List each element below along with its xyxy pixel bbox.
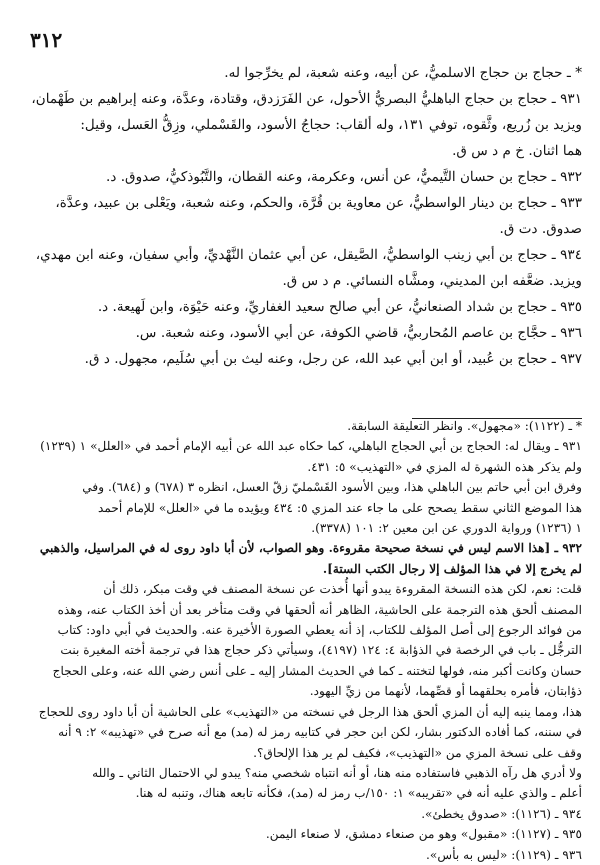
- footnote-line: هذا الموضع الثاني سقط يصحح على ما جاء عند المزي ٥: ٤٣٤ ويؤيده ما في «العلل» للإمام أحمد: [97, 500, 582, 515]
- footnote-line: وفرق ابن أبي حاتم بين الباهلي هذا، وبين الأسود القَسْمليّ زقّ العسل، انظره ٣ (٦٧٨) و (٦٨٤). وفي: [82, 480, 582, 495]
- entry-line: ويزيد. ضعَّفه ابن المديني، ومشَّاه النسائي. م د س ق.: [282, 273, 582, 289]
- entry-line: ٩٣٤ ـ حجاج بن أبي زينب الواسطيُّ، الصَّيقل، عن أبي عثمان النَّهْديِّ، وأبي سفيان، وعنه ابن مهدي،: [35, 247, 582, 263]
- entry-line: ٩٣٣ ـ حجاج بن دينار الواسطيُّ، عن معاوية بن قُرَّة، والحكم، وعنه شعبة، ويَعْلى بن عبيد، وعدَّة،: [55, 195, 582, 211]
- entry-line: ٩٣٥ ـ حجاج بن شداد الصنعانيُّ، عن أبي صالح سعيد الغفاريِّ، وعنه حَيْوَة، وابن لَهيعة. د.: [97, 299, 582, 315]
- entry-line: ٩٣٧ ـ حجاج بن عُبيد، أو ابن أبي عبد الله، عن رجل، وعنه ليث بن أبي سُلَيم، مجهول. د ق.: [84, 351, 582, 367]
- entry-line: ويزيد بن زُريع، وثَّقوه، توفي ١٣١، وله ألقاب: حجاجُ الأسود، والقَسْملي، وزِقُّ العَسل، وقيل:: [80, 117, 582, 133]
- footnote-line: ٩٣٥ ـ (١١٢٧): «مقبول» وهو من صنعاء دمشق، لا صنعاء اليمن.: [265, 827, 582, 842]
- footnote-line: ولم يذكر هذه الشهرة له المزي في «التهذيب» ٥: ٤٣١.: [307, 459, 582, 474]
- entry-line: * ـ حجاج بن حجاج الاسلميُّ، عن أبيه، وعنه شعبة، لم يخرِّجوا له.: [224, 65, 582, 81]
- footnote-line: ذؤابتان، فأمره بحلقهما أو قصِّهما، لأنهما من زيِّ اليهود.: [309, 684, 582, 699]
- footnote-line: هذا، ومما ينبه إليه أن المزي ألحق هذا الرجل في نسخته من «التهذيب» على الحاشية أن أبا داود روى للحجاج: [38, 704, 582, 719]
- footnote-line: ١ (١٢٣٦) ورواية الدوري عن ابن معين ٢: ١٠١ (٣٣٧٨).: [311, 521, 582, 536]
- footnote-line: ٩٣١ ـ ويقال له: الحجاج بن أبي الحجاج الباهلي، كما حكاه عبد الله عن أبيه الإمام أحمد في «العلل» ١ (١٢٣٩): [40, 439, 582, 454]
- footnote-line: ٩٣٦ ـ (١١٢٩): «ليس به بأس».: [425, 847, 582, 862]
- footnote-line: قلت: نعم، لكن هذه النسخة المقروءة يبدو أنها أُخذت عن نسخة المصنف في وقت مبكر، ذلك أن: [103, 582, 582, 597]
- entry-line: هما اثنان. خ م د س ق.: [452, 143, 582, 159]
- footnote-line: من فوائد الرجوع إلى أصل المؤلف للكتاب، إذ أنه يعطي الصورة الأخيرة عنه. والحديث في أبي داود: كتاب: [57, 623, 582, 638]
- entry-line: صدوق. دت ق.: [499, 221, 582, 237]
- footnote-line: الترجُّل ـ باب في الرخصة في الذؤابة ٤: ١٢٤ (٤١٩٧)، وسيأتي ذكر حجاج هذا في ترجمة أخته المغيرة بنت: [60, 643, 582, 658]
- footnote-line: حسان وكانت أكبر منه، فولها لتختنه ـ كما في الحديث المشار إليه ـ على أنس رضي الله عنه، وعلى الحجاج: [52, 663, 582, 678]
- main-text: [22, 60, 582, 372]
- footnote-line: ٩٣٤ ـ (١١٢٦): «صدوق يخطئ».: [421, 806, 582, 821]
- footnote-line: المصنف ألحق هذه الترجمة على الحاشية، الظاهر أنه ألحقها في وقت متأخر بعد أن أخذ الكتاب عنه، وهذه: [57, 602, 582, 617]
- footnote-line: وقف على نسخة المزي من «التهذيب»، فكيف لم ير هذا الإلحاق؟.: [253, 745, 582, 760]
- footnote-line: ولا أدري هل رآه الذهبي فاستفاده منه هنا، أو أنه انتباه شخصي منه؟ يبدو لي الاحتمال الثاني ـ والله: [92, 765, 582, 780]
- entry-line: ٩٣٦ ـ حجَّاج بن عاصم المُحاربيُّ، قاضي الكوفة، عن أبي الأسود، وعنه شعبة. س.: [135, 325, 582, 341]
- entry-line: ٩٣١ ـ حجاج بن حجاج الباهليُّ البصريُّ الأحول، عن الفَرَزدق، وقتادة، وعدَّة، وعنه إبراهيم بن طَهْمان،: [31, 91, 582, 107]
- footnotes: [22, 416, 582, 865]
- page-number: ٣١٢: [30, 28, 63, 52]
- footnote-line: في سننه، كما أفاده الدكتور بشار، لكن ابن حجر في كتابيه رمز له (مد) مع أنه صرح في «تهذيبه» ٢: ٩ أنه: [58, 725, 582, 740]
- footnote-line: * ـ (١١٢٢): «مجهول». وانظر التعليقة السابقة.: [347, 419, 582, 433]
- footnote-line: أعلم ـ والذي عليه أنه في «تقريبه» ١: ١٥٠/ب رمز له (مد)، فكأنه تابعه هناك، وتنبه له هنا.: [135, 786, 582, 801]
- footnote-line: ٩٣٢ ـ [هذا الاسم ليس في نسخة صحيحة مقروءة. وهو الصواب، لأن أبا داود روى له في المراسيل، والذهبي: [39, 541, 582, 556]
- entry-line: ٩٣٢ ـ حجاج بن حسان التَّيميُّ، عن أنس، وعكرمة، وعنه القطان، والتَّبُوذكيُّ، صدوق. د.: [106, 169, 582, 185]
- footnote-line: لم يخرج إلا في هذا المؤلف إلا رجال الكتب الستة].: [322, 561, 582, 576]
